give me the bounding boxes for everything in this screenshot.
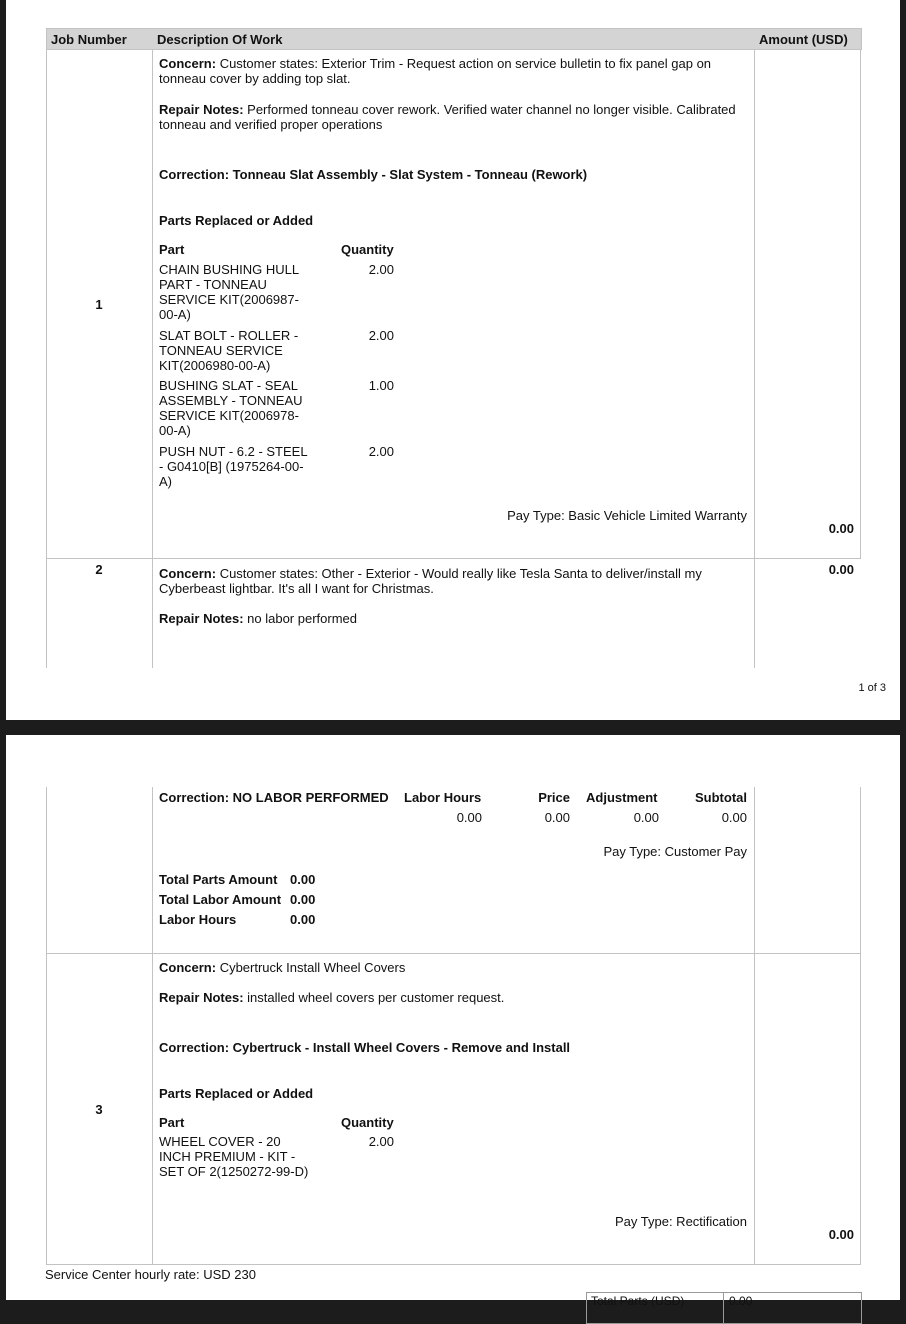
page-number: 1 of 3 <box>858 682 886 694</box>
pay-type: Pay Type: Customer Pay <box>603 844 747 859</box>
summary-box <box>586 1292 862 1324</box>
part-column-header: Part <box>159 242 185 257</box>
table-border-right <box>860 49 861 559</box>
part-quantity: 2.00 <box>368 328 394 343</box>
row-divider <box>46 558 861 559</box>
quantity-column-header: Quantity <box>341 1115 394 1130</box>
adjustment-header: Adjustment <box>586 790 658 805</box>
table-divider-job <box>152 49 153 668</box>
total-labor-value: 0.00 <box>290 892 316 907</box>
part-quantity: 2.00 <box>368 262 394 277</box>
subtotal-value: 0.00 <box>721 810 747 825</box>
labor-hours-value: 0.00 <box>456 810 482 825</box>
summary-total-parts-label: Total Parts (USD) <box>591 1294 685 1308</box>
repair-notes-label: Repair Notes: <box>159 990 244 1005</box>
subtotal-header: Subtotal <box>695 790 747 805</box>
adjustment-value: 0.00 <box>633 810 659 825</box>
row-divider <box>46 953 861 954</box>
description-header: Description Of Work <box>157 32 283 47</box>
part-name: WHEEL COVER - 20 INCH PREMIUM - KIT - SET OF 2(1250272-99-D) <box>159 1134 309 1179</box>
part-quantity: 2.00 <box>368 444 394 459</box>
summary-divider <box>723 1293 724 1323</box>
job-amount: 0.00 <box>828 1227 854 1242</box>
concern-value: Customer states: Exterior Trim - Request action on service bulletin to fix panel gap on tonneau cover by adding top slat. <box>159 56 712 86</box>
repair-notes <box>159 990 749 1005</box>
parts-heading: Parts Replaced or Added <box>159 213 314 228</box>
parts-heading: Parts Replaced or Added <box>159 1086 314 1101</box>
job-number: 3 <box>95 1102 103 1117</box>
concern-text <box>159 960 749 975</box>
table-header <box>46 28 862 50</box>
repair-notes <box>159 611 749 626</box>
labor-hours-header: Labor Hours <box>404 790 482 805</box>
labor-hours-total-value: 0.00 <box>290 912 316 927</box>
repair-notes-value: installed wheel covers per customer request. <box>247 990 505 1005</box>
price-value: 0.00 <box>544 810 570 825</box>
job-number: 2 <box>95 562 103 577</box>
job-amount: 0.00 <box>828 562 854 577</box>
job-amount: 0.00 <box>828 521 854 536</box>
part-name: BUSHING SLAT - SEAL ASSEMBLY - TONNEAU SERVICE KIT(2006978-00-A) <box>159 378 303 438</box>
total-parts-label: Total Parts Amount <box>159 872 278 887</box>
table-border-bottom <box>46 1264 861 1265</box>
concern-text <box>159 566 749 596</box>
price-header: Price <box>538 790 570 805</box>
table-divider-amount <box>754 787 755 1265</box>
job-number: 1 <box>95 297 103 312</box>
total-labor-label: Total Labor Amount <box>159 892 282 907</box>
part-column-header: Part <box>159 1115 185 1130</box>
repair-notes-label: Repair Notes: <box>159 102 244 117</box>
repair-notes-value: no labor performed <box>247 611 357 626</box>
invoice-page-2 <box>6 735 900 1308</box>
concern-value: Customer states: Other - Exterior - Would really like Tesla Santa to deliver/install my Cyberbeast lightbar. It's all I want for Christmas. <box>159 566 702 596</box>
quantity-column-header: Quantity <box>341 242 394 257</box>
summary-total-parts-value: 0.00 <box>729 1294 753 1308</box>
table-border-right <box>860 787 861 1265</box>
concern-label: Concern: <box>159 960 217 975</box>
concern-label: Concern: <box>159 56 217 71</box>
pay-type: Pay Type: Rectification <box>615 1214 747 1229</box>
concern-text <box>159 56 749 86</box>
correction: Correction: Cybertruck - Install Wheel Covers - Remove and Install <box>159 1040 571 1055</box>
correction: Correction: NO LABOR PERFORMED <box>159 790 389 805</box>
part-quantity: 2.00 <box>368 1134 394 1149</box>
job-number-header: Job Number <box>51 32 127 47</box>
invoice-page-1 <box>6 0 900 720</box>
correction: Correction: Tonneau Slat Assembly - Slat System - Tonneau (Rework) <box>159 167 588 182</box>
total-parts-value: 0.00 <box>290 872 316 887</box>
part-name: CHAIN BUSHING HULL PART - TONNEAU SERVICE KIT(2006987-00-A) <box>159 262 299 322</box>
hourly-rate: Service Center hourly rate: USD 230 <box>45 1267 256 1282</box>
labor-hours-total-label: Labor Hours <box>159 912 237 927</box>
part-name: SLAT BOLT - ROLLER - TONNEAU SERVICE KIT(2006980-00-A) <box>159 328 299 373</box>
concern-value: Cybertruck Install Wheel Covers <box>219 960 406 975</box>
table-divider-amount <box>754 49 755 668</box>
amount-header: Amount (USD) <box>759 32 848 47</box>
part-name: PUSH NUT - 6.2 - STEEL - G0410[B] (1975264-00-A) <box>159 444 308 489</box>
part-quantity: 1.00 <box>368 378 394 393</box>
repair-notes <box>159 102 749 132</box>
table-border-left <box>46 787 47 1265</box>
pay-type: Pay Type: Basic Vehicle Limited Warranty <box>507 508 747 523</box>
table-divider-job <box>152 787 153 1265</box>
repair-notes-label: Repair Notes: <box>159 611 244 626</box>
repair-notes-value: Performed tonneau cover rework. Verified water channel no longer visible. Calibrated tonneau and verified proper operations <box>159 102 736 132</box>
concern-label: Concern: <box>159 566 217 581</box>
